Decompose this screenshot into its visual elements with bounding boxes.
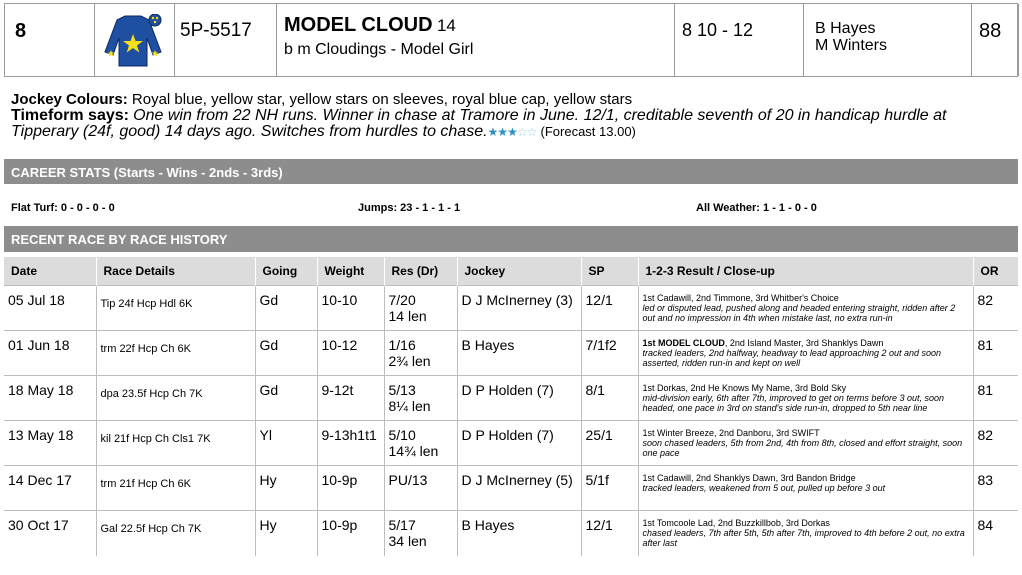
table-row[interactable] — [4, 376, 1018, 421]
race-details[interactable]: trm 22f Hcp Ch 6K — [96, 331, 255, 376]
stat-all-weather: All Weather: 1 - 1 - 0 - 0 — [696, 202, 817, 214]
winner-name: 1st MODEL CLOUD — [642, 338, 725, 348]
race-comment: tracked leaders, 2nd halfway, headway to lead approaching 2 out and soon asserted, ridden run-in and kept on well — [642, 348, 942, 368]
col-header[interactable]: Going — [255, 257, 317, 286]
race-sp: 12/1 — [581, 286, 638, 331]
race-closeup — [638, 511, 973, 556]
result-placings: 1st Dorkas, 2nd He Knows My Name, 3rd Bold Sky — [642, 383, 847, 393]
finish-position: PU/13 — [388, 472, 428, 488]
race-result — [384, 466, 457, 511]
race-going: Hy — [255, 466, 317, 511]
race-jockey[interactable]: D J McInerney (3) — [457, 286, 581, 331]
race-result — [384, 421, 457, 466]
race-sp: 7/1f2 — [581, 331, 638, 376]
race-going: Gd — [255, 376, 317, 421]
race-result — [384, 376, 457, 421]
race-closeup — [638, 421, 973, 466]
runner-header — [4, 3, 1018, 77]
beaten-distance: 34 len — [388, 533, 427, 549]
official-rating: 82 — [973, 286, 1018, 331]
horse-age: 14 — [436, 16, 456, 35]
stat-jumps: Jumps: 23 - 1 - 1 - 1 — [358, 202, 461, 214]
result-placings: 1st Cadawill, 2nd Timmone, 3rd Whitber's Choice — [642, 293, 839, 303]
race-closeup — [638, 286, 973, 331]
race-date: 13 May 18 — [4, 421, 96, 466]
col-header[interactable]: 1-2-3 Result / Close-up — [638, 257, 973, 286]
beaten-distance: 8¼ len — [388, 398, 431, 414]
race-history-header: RECENT RACE BY RACE HISTORY — [4, 226, 1018, 252]
trainer-jockey — [804, 4, 972, 76]
forecast-text: (Forecast 13.00) — [540, 124, 636, 139]
table-row[interactable] — [4, 511, 1018, 556]
beaten-distance: 2¾ len — [388, 353, 431, 369]
col-header[interactable]: Jockey — [457, 257, 581, 286]
beaten-distance: 14¾ len — [388, 443, 439, 459]
table-header-row — [4, 257, 1018, 286]
trainer-name[interactable]: B Hayes — [815, 20, 876, 37]
race-going: Yl — [255, 421, 317, 466]
official-rating: 82 — [973, 421, 1018, 466]
col-header[interactable]: Race Details — [96, 257, 255, 286]
col-header[interactable]: OR — [973, 257, 1018, 286]
race-comment: tracked leaders, weakened from 5 out, pulled up before 3 out — [642, 483, 886, 493]
race-result — [384, 511, 457, 556]
race-sp: 8/1 — [581, 376, 638, 421]
career-stats-header: CAREER STATS (Starts - Wins - 2nds - 3rds) — [4, 159, 1018, 184]
colours-label: Jockey Colours: — [11, 91, 128, 108]
race-date: 18 May 18 — [4, 376, 96, 421]
race-result — [384, 331, 457, 376]
runner-number: 8 — [5, 4, 95, 76]
table-row[interactable] — [4, 286, 1018, 331]
race-jockey[interactable]: B Hayes — [457, 331, 581, 376]
runner-info — [11, 92, 1016, 140]
result-placings: 1st Cadawill, 2nd Shanklys Dawn, 3rd Bandon Bridge — [642, 473, 856, 483]
runner-weight: 8 10 - 12 — [675, 4, 804, 76]
official-rating: 84 — [973, 511, 1018, 556]
race-comment: mid-division early, 6th after 7th, improved to get on terms before 3 out, soon headed, one pace in 3rd on stand's side run-in, dropped to 5th near line — [642, 393, 944, 413]
race-details[interactable]: trm 21f Hcp Ch 6K — [96, 466, 255, 511]
race-sp: 5/1f — [581, 466, 638, 511]
race-weight: 9-13h1t1 — [317, 421, 384, 466]
col-header[interactable]: Res (Dr) — [384, 257, 457, 286]
race-details[interactable]: dpa 23.5f Hcp Ch 7K — [96, 376, 255, 421]
finish-position: 5/10 — [388, 427, 416, 443]
col-header[interactable]: SP — [581, 257, 638, 286]
beaten-distance: 14 len — [388, 308, 427, 324]
table-row[interactable] — [4, 331, 1018, 376]
official-rating: 81 — [973, 376, 1018, 421]
star-rating-empty: ☆☆ — [516, 125, 537, 139]
career-stats — [4, 195, 1018, 221]
race-jockey[interactable]: D J McInerney (5) — [457, 466, 581, 511]
race-weight: 10-10 — [317, 286, 384, 331]
col-header[interactable]: Date — [4, 257, 96, 286]
race-date: 05 Jul 18 — [4, 286, 96, 331]
race-details[interactable]: Gal 22.5f Hcp Ch 7K — [96, 511, 255, 556]
official-rating: 83 — [973, 466, 1018, 511]
result-placings: , 2nd Island Master, 3rd Shanklys Dawn — [724, 338, 884, 348]
timeform-text: One win from 22 NH runs. Winner in chase at Tramore in June. 12/1, creditable seventh of 20 in handicap hurdle at Tipperary (24f, good) 14 days ago. Switches from hurdles to chase. — [11, 107, 947, 140]
race-jockey[interactable]: B Hayes — [457, 511, 581, 556]
race-history-table — [4, 257, 1018, 556]
race-details[interactable]: Tip 24f Hcp Hdl 6K — [96, 286, 255, 331]
race-date: 14 Dec 17 — [4, 466, 96, 511]
runner-code: 5P-5517 — [175, 4, 277, 76]
horse-breeding: b m Cloudings - Model Girl — [284, 41, 474, 58]
finish-position: 7/20 — [388, 292, 416, 308]
col-header[interactable]: Weight — [317, 257, 384, 286]
race-result — [384, 286, 457, 331]
result-placings: 1st Tomcoole Lad, 2nd Buzzkillbob, 3rd Dorkas — [642, 518, 830, 528]
stat-flat: Flat Turf: 0 - 0 - 0 - 0 — [11, 202, 115, 214]
race-comment: chased leaders, 7th after 5th, 5th after 7th, improved to 4th before 2 out, no extra after last — [642, 528, 965, 548]
runner-rating: 88 — [972, 4, 1019, 76]
race-going: Gd — [255, 286, 317, 331]
race-date: 30 Oct 17 — [4, 511, 96, 556]
race-closeup — [638, 331, 973, 376]
jockey-silks-image — [95, 4, 175, 76]
race-jockey[interactable]: D P Holden (7) — [457, 421, 581, 466]
finish-position: 5/13 — [388, 382, 416, 398]
race-date: 01 Jun 18 — [4, 331, 96, 376]
jockey-name[interactable]: M Winters — [815, 37, 887, 54]
race-comment: soon chased leaders, 5th from 2nd, 4th from 8th, closed and effort straight, soon one pace — [642, 438, 963, 458]
race-closeup — [638, 466, 973, 511]
race-comment: led or disputed lead, pushed along and headed entering straight, ridden after 2 out and no impression in 4th when mistake last, no extra run-in — [642, 303, 956, 323]
horse-details — [277, 4, 675, 76]
race-sp: 25/1 — [581, 421, 638, 466]
race-weight: 10-9p — [317, 511, 384, 556]
horse-name[interactable]: MODEL CLOUD — [284, 14, 433, 36]
finish-position: 5/17 — [388, 517, 416, 533]
race-weight: 10-12 — [317, 331, 384, 376]
race-closeup — [638, 376, 973, 421]
race-sp: 12/1 — [581, 511, 638, 556]
race-weight: 10-9p — [317, 466, 384, 511]
race-jockey[interactable]: D P Holden (7) — [457, 376, 581, 421]
race-going: Hy — [255, 511, 317, 556]
race-going: Gd — [255, 331, 317, 376]
race-details[interactable]: kil 21f Hcp Ch Cls1 7K — [96, 421, 255, 466]
official-rating: 81 — [973, 331, 1018, 376]
timeform-label: Timeform says: — [11, 107, 129, 124]
race-weight: 9-12t — [317, 376, 384, 421]
star-rating-filled: ★★★ — [487, 125, 517, 139]
colours-text: Royal blue, yellow star, yellow stars on sleeves, royal blue cap, yellow stars — [131, 91, 633, 108]
finish-position: 1/16 — [388, 337, 416, 353]
result-placings: 1st Winter Breeze, 2nd Danboru, 3rd SWIFT — [642, 428, 820, 438]
table-row[interactable] — [4, 466, 1018, 511]
table-row[interactable] — [4, 421, 1018, 466]
